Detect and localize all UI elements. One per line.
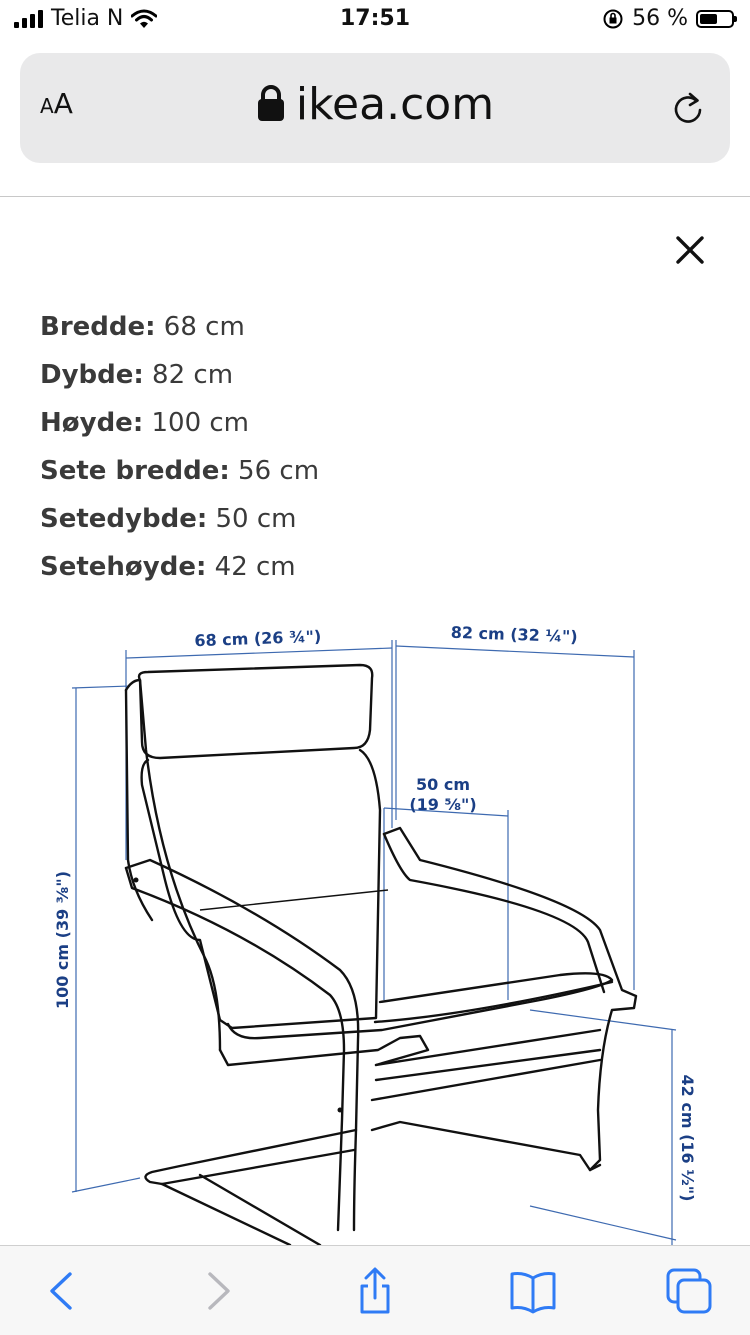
spec-value: 56 cm — [229, 456, 320, 486]
spec-label: Høyde: — [40, 408, 144, 438]
address-bar[interactable] — [20, 53, 730, 163]
carrier-name: Telia N — [51, 6, 124, 31]
url-display[interactable] — [20, 79, 730, 130]
toolbar-divider — [0, 196, 750, 197]
battery-icon — [696, 10, 734, 28]
seat-depth-label: 50 cm — [416, 775, 470, 794]
battery-percent: 56 % — [632, 6, 688, 31]
seat-height-label: 42 cm (16 ½") — [678, 1074, 697, 1202]
spec-seat-height — [40, 552, 319, 600]
width-dimension — [126, 627, 392, 860]
forward-icon[interactable] — [192, 1266, 242, 1316]
spec-value: 50 cm — [207, 504, 297, 534]
spec-width — [40, 312, 319, 360]
spec-label: Setehøyde: — [40, 552, 207, 582]
back-icon[interactable] — [38, 1266, 88, 1316]
spec-seat-depth — [40, 504, 319, 552]
seat-depth-inch-label: (19 ⅝") — [409, 795, 477, 814]
share-icon[interactable] — [350, 1266, 400, 1316]
spec-label: Dybde: — [40, 360, 144, 390]
tabs-icon[interactable] — [664, 1266, 714, 1316]
url-domain: ikea.com — [295, 79, 495, 130]
chair-drawing — [126, 665, 636, 1245]
reload-icon[interactable] — [668, 89, 708, 129]
spec-seat-width — [40, 456, 319, 504]
spec-label: Bredde: — [40, 312, 156, 342]
spec-label: Sete bredde: — [40, 456, 230, 486]
status-bar — [0, 0, 750, 44]
depth-label: 82 cm (32 ¼") — [450, 622, 578, 647]
spec-value: 68 cm — [155, 312, 245, 342]
spec-value: 42 cm — [206, 552, 296, 582]
reader-large-a: A — [53, 87, 73, 120]
spec-value: 100 cm — [143, 408, 249, 438]
clock: 17:51 — [339, 6, 411, 31]
browser-toolbar — [0, 1245, 750, 1335]
spec-height — [40, 408, 319, 456]
close-icon[interactable] — [672, 232, 708, 268]
battery-level — [700, 14, 717, 24]
height-label: 100 cm (39 ⅜") — [53, 870, 72, 1010]
bookmarks-icon[interactable] — [508, 1266, 558, 1316]
lock-icon — [256, 84, 286, 122]
orientation-lock-icon — [602, 8, 624, 30]
spec-depth — [40, 360, 319, 408]
chair-dimension-diagram — [0, 610, 750, 1245]
width-label: 68 cm (26 ¾") — [194, 626, 322, 651]
reader-small-a: A — [40, 94, 54, 118]
spec-value: 82 cm — [143, 360, 234, 390]
dimensions-list — [40, 312, 319, 600]
seat-height-dimension — [530, 1010, 697, 1245]
spec-label: Setedybde: — [40, 504, 208, 534]
